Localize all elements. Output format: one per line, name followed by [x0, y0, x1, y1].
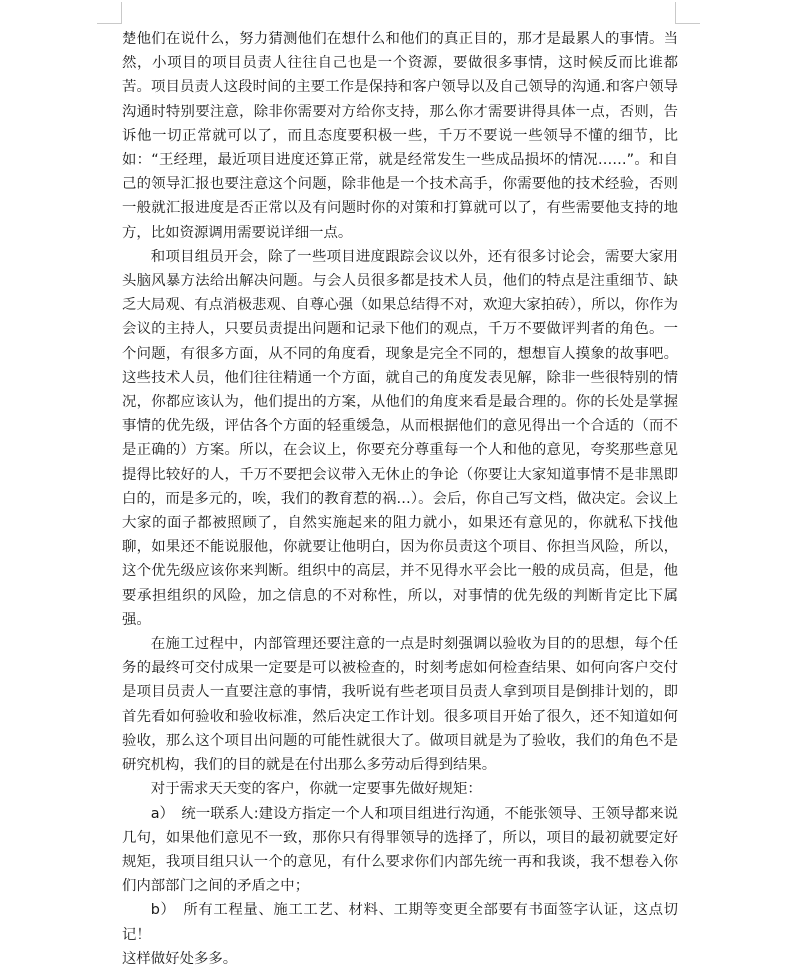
paragraph: 楚他们在说什么，努力猜测他们在想什么和他们的真正目的，那才是最累人的事情。当然，小项目的项目员责人往往自己也是一个资源，要做很多事情，这时候反而比谁都苦。项目员责人这段时间的主要工作是保持和客户领导以及自己领导的沟通.和客户领导沟通时特别要注意，除非你需要对方给你支持，那么你才需要讲得具体一点，否则，告诉他一切正常就可以了，而且态度要积极一些，千万不要说一些领导不懂的细节，比如：“王经理，最近项目进度还算正常，就是经常发生一些成品损坏的情况……”。和自己的领导汇报也要注意这个问题，除非他是一个技术高手，你需要他的技术经验，否则一般就汇报进度是否正常以及有问题时你的对策和打算就可以了，有些需要他支持的地方，比如资源调用需要说详细一点。 — [122, 31, 678, 241]
crop-mark-top-left — [97, 23, 122, 24]
paragraph: 这样做好处多多。 — [122, 950, 238, 967]
crop-mark-top-right — [675, 23, 700, 24]
crop-mark-top-left — [121, 2, 122, 24]
paragraph: 和项目组员开会，除了一些项目进度跟踪会议以外，还有很多讨论会，需要大家用头脑风暴方法给出解决问题。与会人员很多都是技术人员，他们的特点是注重细节、缺乏大局观、有点消极悲观、自尊心强（如果总结得不对，欢迎大家拍砖），所以，你作为会议的主持人，只要员责提出问题和记录下他们的观点，千万不要做评判者的角色。一个问题，有很多方面，从不同的角度看，现象是完全不同的，想想盲人摸象的故事吧。这些技术人员，他们往往精通一个方面，就自己的角度发表见解，除非一些很特别的情况，你都应该认为，他们提出的方案，从他们的角度来看是最合理的。你的长处是掌握事情的优先级，评估各个方面的轻重缓急，从而根据他们的意见得出一个合适的（而不是正确的）方案。所以，在会议上，你要充分尊重每一个人和他的意见，夸奖那些意见提得比较好的人，千万不要把会议带入无休止的争论（你要让大家知道事情不是非黑即白的，而是多元的，唉，我们的教育惹的祸…）。会后，你自己写文档，做决定。会议上大家的面子都被照顾了，自然实施起来的阻力就小，如果还有意见的，你就私下找他聊，如果还不能说服他，你就要让他明白，因为你员责这个项目、你担当风险，所以，这个优先级应该你来判断。组织中的高层，并不见得水平会比一般的成员高，但是，他要承担组织的风险，加之信息的不对称性，所以，对事情的优先级的判断肯定比下属强。 — [122, 248, 678, 628]
list-item: a） 统一联系人:建设方指定一个人和项目组进行沟通，不能张领导、王领导都来说几句，如果他们意见不一致，那你只有得罪领导的选择了，所以，项目的最初就要定好规矩，我项目组只认一个的意见，有什么要求你们内部先统一再和我谈，我不想卷入你们内部部门之间的矛盾之中； — [122, 805, 678, 895]
paragraph: 对于需求天天变的客户，你就一定要事先做好规矩： — [150, 781, 482, 798]
list-item: b） 所有工程量、施工工艺、材料、工期等变更全部要有书面签字认证，这点切记！ — [122, 902, 678, 943]
crop-mark-top-right — [675, 2, 676, 24]
document-body — [122, 27, 678, 971]
paragraph: 在施工过程中，内部管理还要注意的一点是时刻强调以验收为目的的思想，每个任务的最终可交付成果一定要是可以被检查的，时刻考虑如何检查结果、如何向客户交付是项目员责人一直要注意的事情，我听说有些老项目员责人拿到项目是倒排计划的，即首先看如何验收和验收标准，然后决定工作计划。很多项目开始了很久，还不知道如何验收，那么这个项目出问题的可能性就很大了。做项目就是为了验收，我们的角色不是研究机构，我们的目的就是在付出那么多劳动后得到结果。 — [122, 636, 678, 774]
